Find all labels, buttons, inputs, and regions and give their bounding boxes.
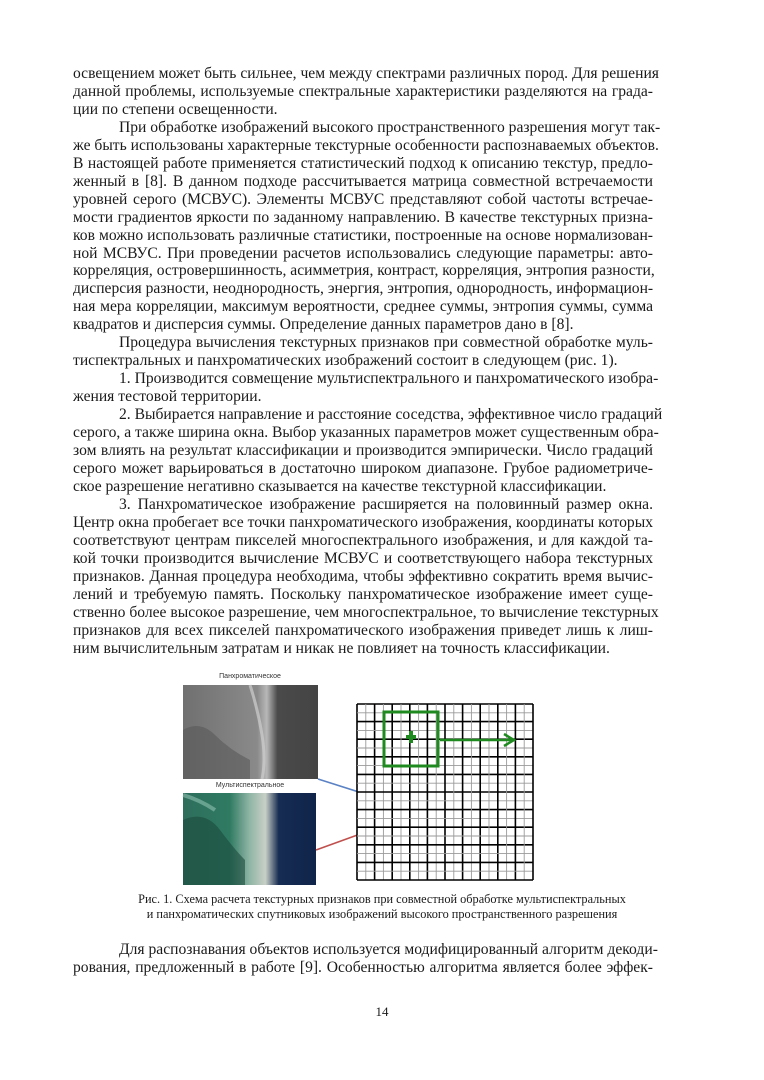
text-line: освещением может быть сильнее, чем между спектрами различных пород. Для решения [73, 65, 659, 82]
text-line: мости градиентов яркости по заданному направлению. В качестве текстурных призна- [73, 208, 653, 226]
caption-line-1: Рис. 1. Схема расчета текстурных признаков при совместной обработке мультиспектральных [138, 892, 626, 906]
text-line: серого, а также ширина окна. Выбор указанных параметров может существенным обра- [73, 424, 659, 442]
text-line: ственно более высокое разрешение, чем многоспектральное, то вычисление текстурных [73, 603, 659, 621]
page-number: 14 [375, 1004, 389, 1019]
text-line: уровней серого (МСВУС). Элементы МСВУС представляют собой частоты встречае- [73, 190, 653, 208]
text-line: тиспектральных и панхроматических изображений состоит в следующем (рис. 1). [73, 352, 618, 370]
text-line: корреляция, островершинность, асимметрия, контраст, корреляция, энтропия разности, [73, 262, 655, 280]
text-line: Процедура вычисления текстурных признаков при совместной обработке муль- [119, 334, 653, 352]
text-line: жения тестовой территории. [73, 388, 262, 406]
text-line: рования, предложенный в работе [9]. Особенностью алгоритма является более эффек- [73, 958, 653, 976]
text-line: дисперсия разности, неоднородность, энергия, энтропия, однородность, информацион- [73, 280, 654, 298]
pan-to-grid-arrow [318, 779, 384, 800]
figure-caption [100, 892, 664, 921]
text-line: Центр окна пробегает все точки панхроматического изображения, координаты которых [73, 513, 653, 531]
text-line: 1. Производится совмещение мультиспектрального и панхроматического изобра- [119, 370, 659, 388]
text-line: При обработке изображений высокого пространственного разрешения могут так- [119, 118, 661, 136]
text-line: зом влиять на результат классификации и производится эмпирически. Число градаций [73, 442, 653, 460]
text-line: же быть использованы характерные текстурные особенности распознаваемых объектов. [73, 136, 659, 154]
text-line: В настоящей работе применяется статистический подход к описанию текстур, предло- [73, 154, 653, 172]
panchromatic-label: Панхроматическое [219, 673, 281, 680]
text-line: данной проблемы, используемые спектральные характеристики разделяются на града- [73, 82, 653, 100]
text-line: ная мера корреляции, максимум вероятности, среднее суммы, энтропия суммы, сумма [73, 298, 653, 316]
text-line: ним вычислительным затратам и никак не повлияет на точность классификации. [73, 639, 610, 657]
text-line: признаков. Данная процедура необходима, чтобы эффективно сократить время вычис- [73, 567, 653, 585]
body-text [73, 65, 663, 657]
window-frame [384, 712, 438, 766]
text-line: ское разрешение негативно сказывается на качестве текстурной классификации. [73, 477, 607, 495]
text-line: кой точки производится вычисление МСВУС и соответствующего набора текстурных [73, 549, 653, 567]
text-line: ков можно использовать различные статистики, построенные на основе нормализован- [73, 226, 653, 244]
text-line: признаков для всех пикселей панхроматического изображения приведет лишь к лиш- [73, 621, 653, 639]
multispectral-label: Мультиспектральное [215, 782, 285, 789]
multispectral-image [183, 793, 316, 885]
pixel-grid [357, 704, 533, 880]
caption-line-2: и панхроматических спутниковых изображений высокого пространственного разрешения [146, 906, 618, 921]
text-line: 3. Панхроматическое изображение расширяется на половинный размер окна. [119, 495, 653, 513]
text-line: женный в [8]. В данном подходе рассчитывается матрица совместной встречаемости [73, 172, 653, 190]
text-line: серого может варьироваться в достаточно широком диапазоне. Грубое радиометриче- [73, 459, 653, 477]
panchromatic-image [183, 685, 318, 779]
grid-background [357, 704, 533, 880]
window-move-arrowhead-icon [504, 734, 514, 746]
window-center-cross-icon [406, 731, 416, 743]
text-line: Для распознавания объектов используется модифицированный алгоритм декоди- [119, 941, 658, 958]
text-line: ной МСВУС. При проведении расчетов использовались следующие параметры: авто- [73, 244, 653, 262]
text-line: лений и требуемую память. Поскольку панхроматическое изображение имеет суще- [73, 585, 653, 603]
text-line: ции по степени освещенности. [73, 100, 278, 118]
text-line: квадратов и дисперсия суммы. Определение данных параметров дано в [8]. [73, 316, 574, 334]
text-line: 2. Выбирается направление и расстояние соседства, эффективное число градаций [119, 406, 663, 424]
text-line: соответствуют центрам пикселей многоспектрального изображения, и для каждой та- [73, 531, 653, 549]
sliding-window [384, 712, 514, 766]
body-text-continued [73, 941, 658, 977]
ms-to-grid-arrow [316, 829, 374, 850]
